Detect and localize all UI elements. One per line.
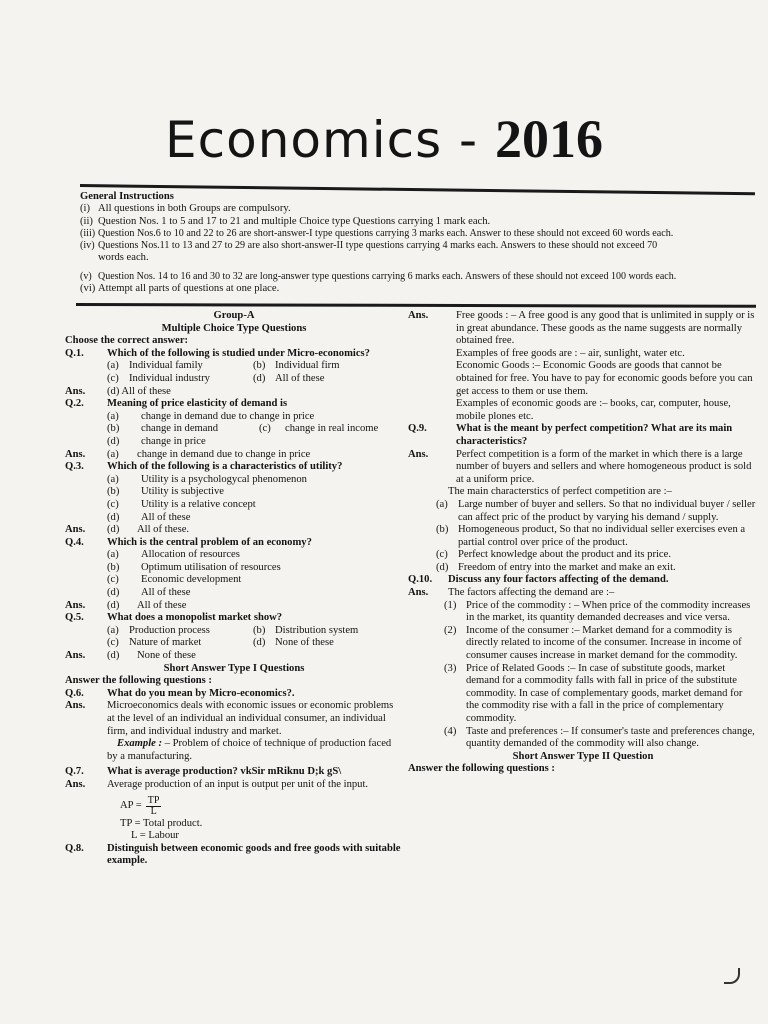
short-answer-2-instruction: Answer the following questions :: [408, 763, 555, 775]
question-9: Q.9. What is the meant by perfect competition? What are its main characteristics?: [408, 423, 733, 447]
q4-option: (a) Allocation of resources: [107, 549, 240, 561]
question-3: Q.3. Which of the following is a characteristics of utility?: [65, 461, 343, 473]
question-2: Q.2. Meaning of price elasticity of demand is: [65, 398, 288, 410]
left-column: [65, 310, 403, 868]
short-answer-2-heading: Short Answer Type II Question: [512, 750, 654, 762]
q3-option: (a) Utility is a psychologycal phenomenon: [107, 473, 307, 485]
l-definition: L = Labour: [131, 830, 179, 842]
general-instructions: [80, 191, 760, 295]
list-item: (3) Price of Related Goods :– In case of substitute goods, market demand for a commodity falls with fall in price of the substitute commodity. In case of complementary goods, market demand for the commodity rise with a fall in the price of complementary commodity.: [444, 662, 743, 724]
list-item: (1) Price of the commodity : – When price of the commodity increases in the market, its quantity demanded decreases and vice versa.: [444, 599, 751, 624]
group-heading: Group-A: [213, 310, 255, 321]
question-5: Q.5. What does a monopolist market show?: [65, 612, 283, 624]
page-title: [0, 108, 768, 170]
instruction-item: (iii) Question Nos.6 to 10 and 22 to 26 are short-answer-I type questions carrying 3 marks each. Answer to these should not exceed 60 words each.: [80, 227, 674, 239]
q6-example: Example : – Problem of choice of technique of production faced by a manufacturing.: [107, 738, 392, 762]
q3-option: (c) Utility is a relative concept: [107, 498, 256, 510]
question-1: Q.1. Which of the following is studied under Micro-economics?: [65, 347, 370, 359]
list-item: (4) Taste and preferences :– If consumer's taste and preferences change, quantity demanded of the commodity will also change.: [444, 725, 755, 750]
question-6: Q.6. What do you mean by Micro-economics?.: [65, 687, 295, 699]
instructions-heading: General Instructions: [80, 191, 174, 202]
list-item: (c) Perfect knowledge about the product and its price.: [436, 549, 671, 561]
instructions-rule: [76, 303, 756, 308]
section-heading: Multiple Choice Type Questions: [161, 322, 307, 334]
q1-answer: Ans. (d) All of these: [65, 385, 171, 397]
economic-goods-examples: Examples of economic goods are :– books, car, computer, house, mobile plones etc.: [456, 398, 731, 422]
q7-answer: Ans. Average production of an input is output per unit of the input.: [65, 778, 369, 790]
list-item: (2) Income of the consumer :– Market demand for a commodity is directly related to income of the consumer. Increase in income of consumer causes increase in market demand for the commodity.: [444, 624, 742, 662]
title-dash: -: [442, 111, 495, 169]
q9-intro: The main characterstics of perfect competition are :–: [448, 486, 672, 498]
q9-answer: Ans. Perfect competition is a form of the market in which there is a large number of buyers and sellers and where homogeneous product is sold at a uniform price.: [408, 448, 752, 485]
q9-characteristics: [408, 499, 758, 575]
title-subject: Economics: [165, 111, 443, 169]
q2-option: (d) change in price: [107, 435, 206, 447]
instruction-item: (vi) Attempt all parts of questions at one place.: [80, 283, 280, 295]
instruction-item: (i) All questions in both Groups are compulsory.: [80, 203, 291, 215]
q10-factors: [408, 600, 758, 751]
q1-options-row1: (a) Individual family (b) Individual firm: [107, 360, 340, 372]
ap-formula: AP = $\frac{TP}{L}$: [120, 795, 160, 818]
title-year: 2016: [494, 109, 603, 169]
q5-options-row2: (c) Nature of market (d) None of these: [107, 637, 334, 649]
right-column: [408, 310, 758, 776]
question-4: Q.4. Which is the central problem of an economy?: [65, 536, 312, 548]
question-7: Q.7. What is average production? vkSir mRiknu D;k gS\: [65, 766, 342, 778]
question-10: Q.10. Discuss any four factors affecting of the demand.: [408, 574, 669, 586]
q2-answer: Ans. (a) change in demand due to change in price: [65, 448, 311, 460]
q3-answer: Ans. (d) All of these.: [65, 524, 190, 536]
free-goods-examples: Examples of free goods are : – air, sunlight, water etc.: [456, 347, 685, 359]
q4-answer: Ans. (d) All of these: [65, 599, 187, 611]
q2-option: (a) change in demand due to change in price: [107, 410, 315, 422]
q2-option: (b) change in demand (c) change in real income: [107, 423, 379, 435]
instruction-item: (v) Question Nos. 14 to 16 and 30 to 32 are long-answer type questions carrying 6 marks each. Answers of these should not exceed 100 words each.: [80, 270, 677, 282]
q4-option: (b) Optimum utilisation of resources: [107, 561, 281, 573]
q4-option: (c) Economic development: [107, 574, 242, 586]
q3-option: (b) Utility is subjective: [107, 486, 224, 498]
list-item: (b) Homogeneous product, So that no individual seller exercises even a partial control over price of the product.: [436, 524, 746, 548]
q8-answer: Ans. Free goods : – A free good is any good that is unlimited in supply or is in great abundance. These goods as the name suggests are normally obtained free.: [408, 310, 755, 347]
choose-instruction: Choose the correct answer:: [65, 335, 189, 347]
q3-option: (d) All of these: [107, 511, 191, 523]
instruction-item: (ii) Question Nos. 1 to 5 and 17 to 21 and multiple Choice type Questions carrying 1 mark each.: [80, 215, 491, 227]
question-8: Q.8. Distinguish between economic goods and free goods with suitable example.: [65, 842, 401, 867]
list-item: (d) Freedom of entry into the market and make an exit.: [436, 561, 676, 573]
q5-answer: Ans. (d) None of these: [65, 650, 196, 662]
economic-goods: Economic Goods :– Economic Goods are goods that cannot be obtained for free. You have to pay for economic goods before you can get access to them or use them.: [456, 360, 753, 397]
ap-fraction: $\frac{TP}{L}$: [147, 795, 160, 818]
q1-options-row2: (c) Individual industry (d) All of these: [107, 372, 325, 384]
q5-options-row1: (a) Production process (b) Distribution system: [107, 624, 359, 636]
q6-answer: Ans. Microeconomics deals with economic issues or economic problems at the level of an individual an individual consumer, an individual firm, and individual industry and market.: [65, 700, 394, 737]
tp-definition: TP = Total product.: [120, 817, 203, 829]
q4-option: (d) All of these: [107, 587, 191, 599]
short-answer-1-instruction: Answer the following questions :: [65, 675, 212, 687]
instruction-item: words each.: [98, 252, 149, 264]
list-item: (a) Large number of buyer and sellers. So that no individual buyer / seller can affect pric of the product by varying his demand / supply.: [436, 498, 756, 523]
page-corner-mark: [724, 968, 740, 984]
instruction-item: (iv) Questions Nos.11 to 13 and 27 to 29 are also short-answer-II type questions carrying 4 marks each. Answers to these should not exceed 70: [80, 240, 658, 252]
short-answer-1-heading: Short Answer Type I Questions: [163, 662, 305, 674]
q10-answer: Ans. The factors affecting the demand are :–: [408, 587, 615, 599]
